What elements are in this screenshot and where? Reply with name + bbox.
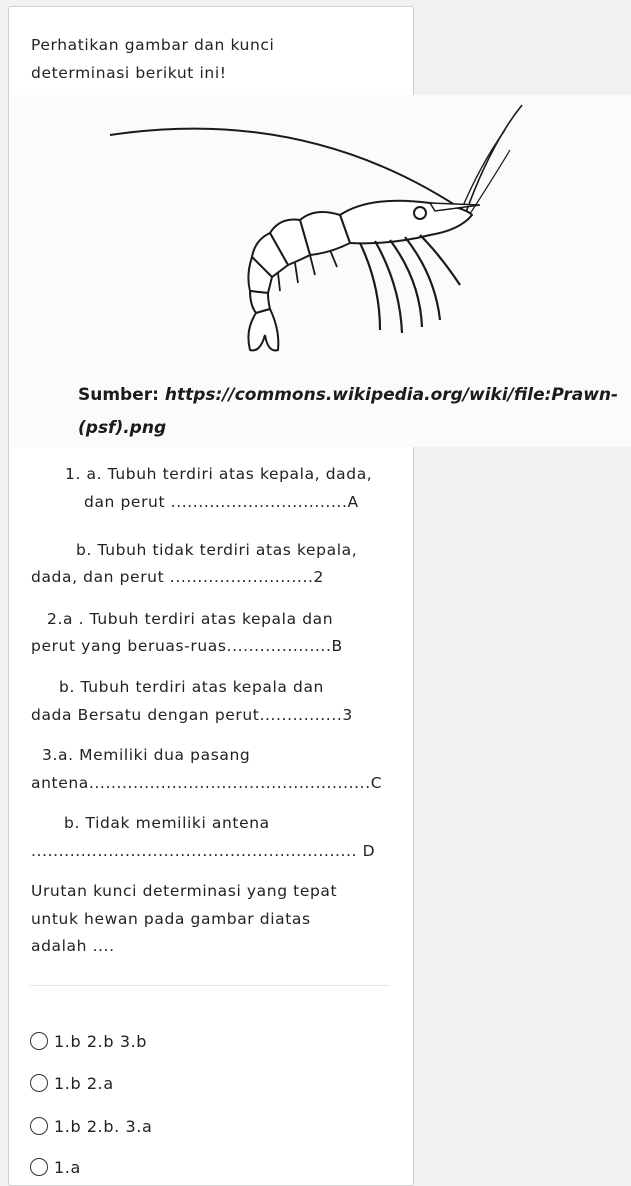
- key-1b-line1: b. Tubuh tidak terdiri atas kepala,: [76, 541, 358, 559]
- figure-source-url: https://commons.wikipedia.org/wiki/file:Prawn-: [164, 385, 619, 405]
- key-3b-line1: b. Tidak memiliki antena: [64, 814, 270, 832]
- options-divider: [30, 985, 390, 986]
- key-3a-line1: 3.a. Memiliki dua pasang: [42, 746, 251, 764]
- option-2[interactable]: [30, 1071, 114, 1095]
- key-2a-line1: 2.a . Tubuh terdiri atas kepala dan: [47, 610, 334, 628]
- key-2b-line2: dada Bersatu dengan perut...............3: [31, 706, 353, 724]
- antenna-short-1: [465, 105, 522, 215]
- key-3b-line2: ........................................................... D: [31, 842, 376, 860]
- walking-legs: [360, 235, 460, 333]
- option-4[interactable]: [30, 1155, 81, 1179]
- option-1[interactable]: [30, 1029, 147, 1053]
- key-2a-line2: perut yang beruas-ruas...................B: [31, 637, 343, 655]
- figure-source-line1: [78, 385, 618, 405]
- prompt-line2: untuk hewan pada gambar diatas: [31, 910, 311, 928]
- option-1-label: 1.b 2.b 3.b: [54, 1031, 148, 1051]
- prompt-line1: Urutan kunci determinasi yang tepat: [31, 882, 338, 900]
- figure-source-label: Sumber:: [78, 385, 159, 405]
- option-2-label: 1.b 2.a: [54, 1073, 114, 1093]
- antenna-short-3: [468, 150, 510, 217]
- option-1-radio[interactable]: [30, 1032, 48, 1050]
- question-intro-line2: determinasi berikut ini!: [31, 64, 227, 82]
- option-3-label: 1.b 2.b. 3.a: [54, 1116, 153, 1136]
- tail-fan: [248, 309, 278, 350]
- option-4-radio[interactable]: [30, 1158, 48, 1176]
- key-2b-line1: b. Tubuh terdiri atas kepala dan: [59, 678, 324, 696]
- option-2-radio[interactable]: [30, 1074, 48, 1092]
- key-1a-line1: 1. a. Tubuh terdiri atas kepala, dada,: [65, 465, 373, 483]
- figure-source-line2: (psf).png: [78, 418, 167, 438]
- key-1b-line2: dada, dan perut ..........................2: [31, 568, 324, 586]
- question-intro-line1: Perhatikan gambar dan kunci: [31, 36, 275, 54]
- prompt-line3: adalah ....: [31, 937, 115, 955]
- key-3a-line2: antena...................................................C: [31, 774, 383, 792]
- option-3[interactable]: [30, 1114, 152, 1138]
- option-3-radio[interactable]: [30, 1117, 48, 1135]
- question-figure: [10, 95, 631, 447]
- key-1a-line2: dan perut ................................A: [84, 493, 359, 511]
- option-4-label: 1.a: [54, 1157, 81, 1177]
